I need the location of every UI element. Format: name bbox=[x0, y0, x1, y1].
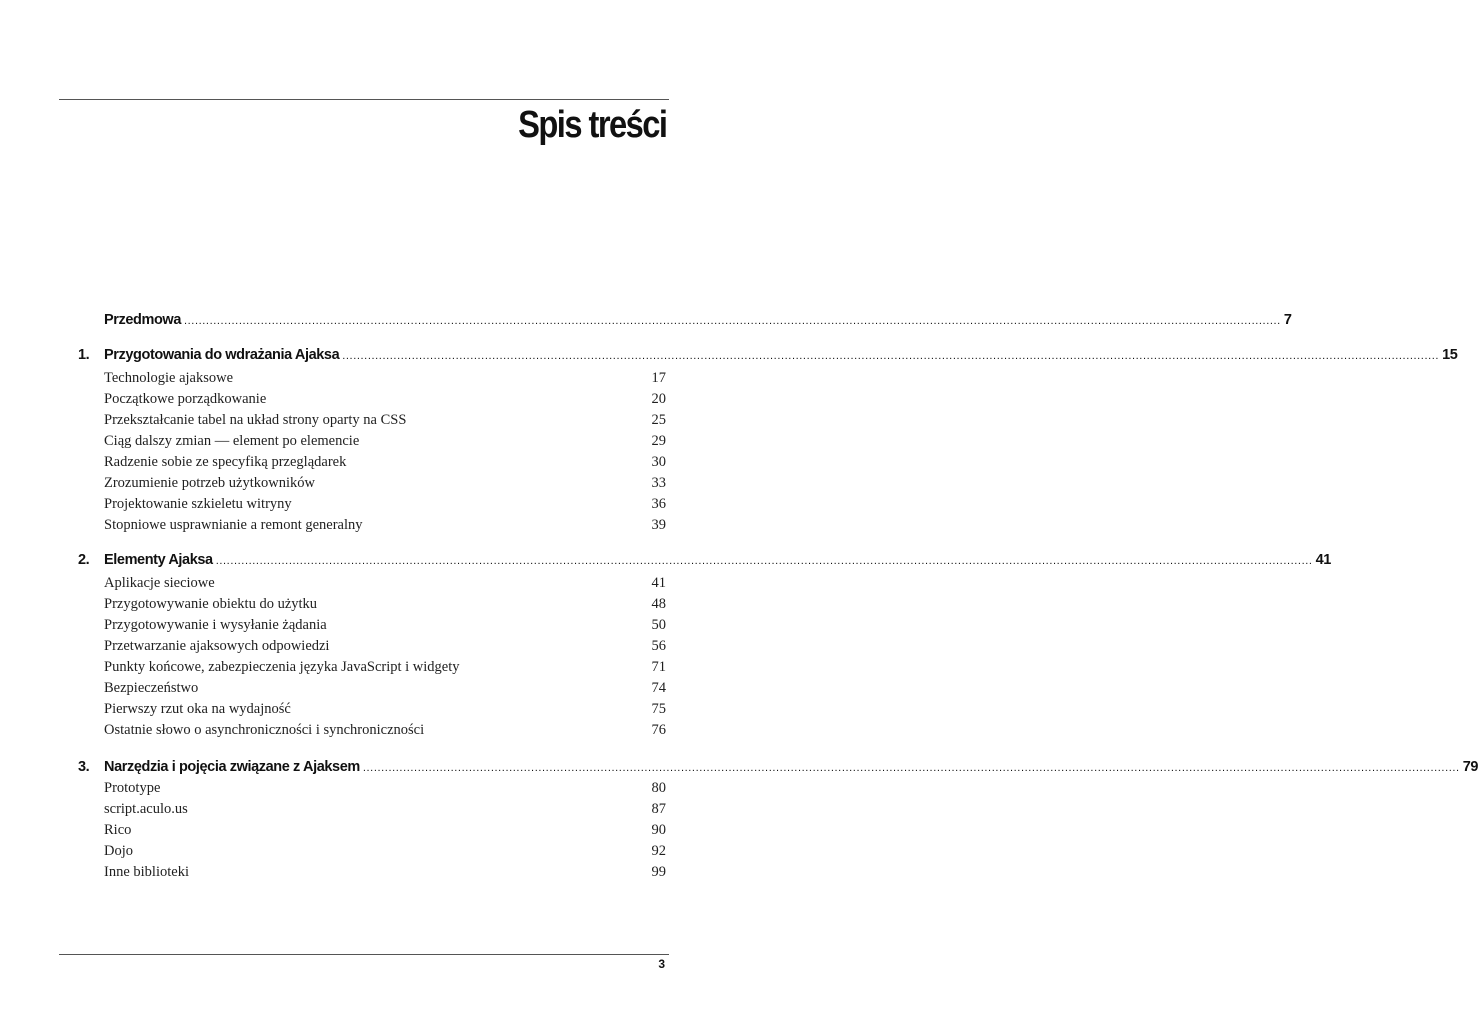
toc-section[interactable] bbox=[104, 843, 666, 864]
toc-section[interactable] bbox=[104, 391, 666, 412]
toc-section[interactable] bbox=[104, 370, 666, 391]
toc-section-page: 29 bbox=[651, 433, 666, 449]
toc-section-label: Pierwszy rzut oka na wydajność bbox=[104, 701, 291, 717]
toc-section[interactable] bbox=[104, 617, 666, 638]
toc-section-label: script.aculo.us bbox=[104, 801, 188, 817]
toc-section-label: Rico bbox=[104, 822, 132, 838]
toc-section-page: 48 bbox=[651, 596, 666, 612]
toc-section[interactable] bbox=[104, 496, 666, 517]
toc-section[interactable] bbox=[104, 454, 666, 475]
toc-chapter-1[interactable] bbox=[78, 347, 1458, 369]
toc-section-page: 74 bbox=[651, 680, 666, 696]
toc-section[interactable] bbox=[104, 517, 666, 538]
toc-entry-page: 15 bbox=[1442, 347, 1458, 363]
toc-section-page: 39 bbox=[651, 517, 666, 533]
toc-section-page: 33 bbox=[651, 475, 666, 491]
toc-section-page: 90 bbox=[651, 822, 666, 838]
toc-section-label: Stopniowe usprawnianie a remont generalny bbox=[104, 517, 363, 533]
toc-section-page: 30 bbox=[651, 454, 666, 470]
chapter-number: 1. bbox=[78, 347, 90, 363]
toc-section-page: 25 bbox=[651, 412, 666, 428]
toc-section-page: 17 bbox=[651, 370, 666, 386]
toc-entry-label: Elementy Ajaksa bbox=[104, 552, 213, 568]
toc-section[interactable] bbox=[104, 780, 666, 801]
toc-section-page: 71 bbox=[651, 659, 666, 675]
toc-section[interactable] bbox=[104, 801, 666, 822]
leader-dots: ............................................................................................................................................................................................................................................................................................................ bbox=[362, 762, 1460, 774]
toc-section-label: Przygotowywanie i wysyłanie żądania bbox=[104, 617, 327, 633]
toc-section-page: 20 bbox=[651, 391, 666, 407]
chapter-number: 3. bbox=[78, 759, 90, 775]
leader-dots: ............................................................................................................................................................................................................................................................................................................ bbox=[183, 315, 1281, 327]
toc-entry-page: 41 bbox=[1315, 552, 1331, 568]
toc-section-label: Ostatnie słowo o asynchroniczności i synchroniczności bbox=[104, 722, 425, 738]
toc-section-label: Aplikacje sieciowe bbox=[104, 575, 215, 591]
toc-section[interactable] bbox=[104, 680, 666, 701]
toc-section[interactable] bbox=[104, 575, 666, 596]
toc-section[interactable] bbox=[104, 433, 666, 454]
bottom-rule bbox=[59, 954, 669, 955]
toc-entry-label: Przygotowania do wdrażania Ajaksa bbox=[104, 347, 340, 363]
toc-section-label: Dojo bbox=[104, 843, 133, 859]
toc-section-label: Punkty końcowe, zabezpieczenia języka JavaScript i widgety bbox=[104, 659, 460, 675]
toc-section[interactable] bbox=[104, 638, 666, 659]
toc-section-page: 36 bbox=[651, 496, 666, 512]
toc-section-page: 50 bbox=[651, 617, 666, 633]
toc-section-page: 87 bbox=[651, 801, 666, 817]
chapter-number: 2. bbox=[78, 552, 90, 568]
toc-section-label: Radzenie sobie ze specyfiką przeglądarek bbox=[104, 454, 347, 470]
toc-section[interactable] bbox=[104, 412, 666, 433]
toc-chapter-3[interactable] bbox=[78, 759, 1478, 781]
toc-section[interactable] bbox=[104, 822, 666, 843]
toc-section[interactable] bbox=[104, 659, 666, 680]
toc-section-label: Prototype bbox=[104, 780, 161, 796]
toc-section-label: Przekształcanie tabel na układ strony oparty na CSS bbox=[104, 412, 407, 428]
toc-section-label: Projektowanie szkieletu witryny bbox=[104, 496, 292, 512]
toc-section-label: Bezpieczeństwo bbox=[104, 680, 199, 696]
toc-section-page: 76 bbox=[651, 722, 666, 738]
toc-entry-label: Przedmowa bbox=[104, 312, 181, 328]
toc-section[interactable] bbox=[104, 475, 666, 496]
toc-entry-label: Narzędzia i pojęcia związane z Ajaksem bbox=[104, 759, 360, 775]
toc-chapter-2[interactable] bbox=[78, 552, 1331, 574]
toc-section-page: 41 bbox=[651, 575, 666, 591]
toc-section-label: Początkowe porządkowanie bbox=[104, 391, 267, 407]
toc-section-page: 99 bbox=[651, 864, 666, 880]
toc-section-label: Ciąg dalszy zmian — element po elemencie bbox=[104, 433, 360, 449]
toc-section-label: Zrozumienie potrzeb użytkowników bbox=[104, 475, 315, 491]
toc-section-label: Przygotowywanie obiektu do użytku bbox=[104, 596, 318, 612]
toc-section-label: Inne biblioteki bbox=[104, 864, 189, 880]
leader-dots: ............................................................................................................................................................................................................................................................................................................ bbox=[215, 555, 1313, 567]
toc-section-label: Przetwarzanie ajaksowych odpowiedzi bbox=[104, 638, 330, 654]
toc-section-page: 80 bbox=[651, 780, 666, 796]
toc-section[interactable] bbox=[104, 596, 666, 617]
toc-section-page: 56 bbox=[651, 638, 666, 654]
page-number: 3 bbox=[658, 957, 665, 971]
toc-section-page: 92 bbox=[651, 843, 666, 859]
toc-section-label: Technologie ajaksowe bbox=[104, 370, 234, 386]
toc-section[interactable] bbox=[104, 722, 666, 743]
toc-section-page: 75 bbox=[651, 701, 666, 717]
toc-entry-page: 7 bbox=[1283, 312, 1292, 328]
top-rule bbox=[59, 99, 669, 100]
toc-section[interactable] bbox=[104, 701, 666, 722]
toc-entry-preface[interactable] bbox=[104, 312, 1292, 334]
leader-dots: ............................................................................................................................................................................................................................................................................................................ bbox=[342, 350, 1440, 362]
toc-section[interactable] bbox=[104, 864, 666, 885]
page-title: Spis treści bbox=[517, 104, 666, 146]
toc-entry-page: 79 bbox=[1462, 759, 1478, 775]
